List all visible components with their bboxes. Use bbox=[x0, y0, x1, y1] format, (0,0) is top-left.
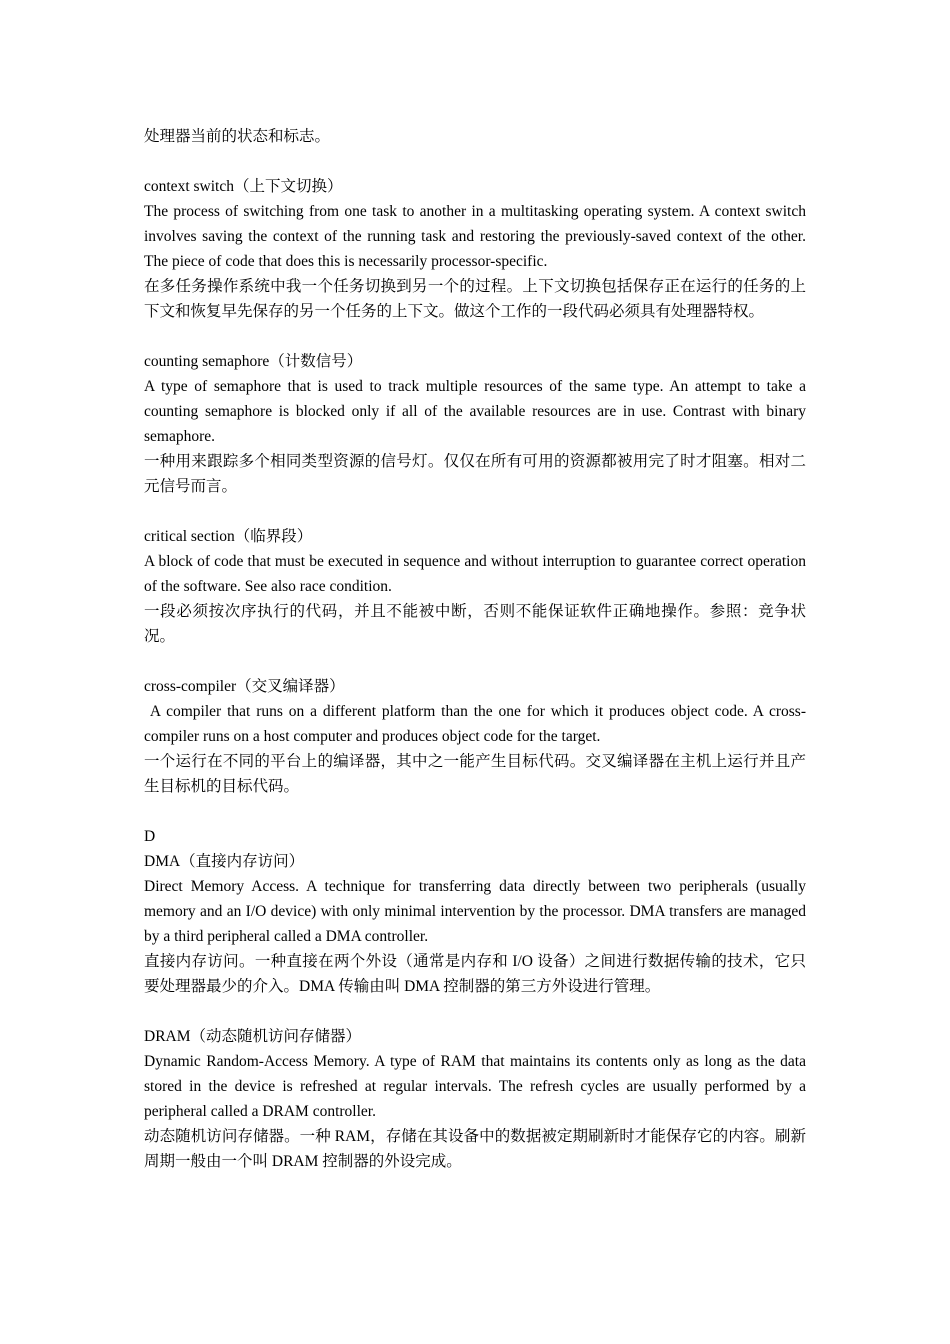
glossary-entry-cross-compiler bbox=[144, 674, 806, 799]
entry-term: counting semaphore（计数信号） bbox=[144, 353, 363, 370]
glossary-entry-dma bbox=[144, 849, 806, 999]
spacer bbox=[144, 324, 806, 349]
glossary-entry-context-switch bbox=[144, 174, 806, 324]
entry-chinese: 动态随机访问存储器。一种 RAM，存储在其设备中的数据被定期刷新时才能保存它的内容。刷新周期一般由一个叫 DRAM 控制器的外设完成。 bbox=[144, 1128, 806, 1170]
entry-term: cross-compiler（交叉编译器） bbox=[144, 678, 345, 695]
entry-chinese: 在多任务操作系统中我一个任务切换到另一个的过程。上下文切换包括保存正在运行的任务的上下文和恢复早先保存的另一个任务的上下文。做这个工作的一段代码必须具有处理器特权。 bbox=[144, 278, 806, 320]
glossary-entry-counting-semaphore bbox=[144, 349, 806, 499]
spacer bbox=[144, 999, 806, 1024]
entry-chinese: 一段必须按次序执行的代码，并且不能被中断，否则不能保证软件正确地操作。参照：竞争状况。 bbox=[144, 603, 806, 645]
entry-english: A type of semaphore that is used to track multiple resources of the same type. An attempt to take a counting semaphore is blocked only if all of the available resources are in use. Contrast with binary semaphore. bbox=[144, 378, 806, 445]
entry-term: DRAM（动态随机访问存储器） bbox=[144, 1028, 362, 1045]
entry-term: critical section（临界段） bbox=[144, 528, 313, 545]
entry-english: The process of switching from one task to another in a multitasking operating system. A context switch involves saving the context of the running task and restoring the previously-saved context of the other. The piece of code that does this is necessarily processor-specific. bbox=[144, 203, 806, 270]
entry-chinese: 直接内存访问。一种直接在两个外设（通常是内存和 I/O 设备）之间进行数据传输的技术，它只要处理器最少的介入。DMA 传输由叫 DMA 控制器的第三方外设进行管理。 bbox=[144, 953, 806, 995]
spacer bbox=[144, 799, 806, 824]
entry-english: A block of code that must be executed in sequence and without interruption to guarantee correct operation of the software. See also race condition. bbox=[144, 553, 806, 595]
spacer bbox=[144, 649, 806, 674]
document-page bbox=[144, 124, 806, 1174]
section-letter: D bbox=[144, 828, 156, 845]
spacer bbox=[144, 149, 806, 174]
entry-english: Direct Memory Access. A technique for transferring data directly between two peripherals (usually memory and an I/O device) with only minimal intervention by the processor. DMA transfers are managed by a third peripheral called a DMA controller. bbox=[144, 878, 806, 945]
glossary-entry-dram bbox=[144, 1024, 806, 1174]
entry-term: DMA（直接内存访问） bbox=[144, 853, 305, 870]
entry-chinese: 一个运行在不同的平台上的编译器，其中之一能产生目标代码。交叉编译器在主机上运行并且产生目标机的目标代码。 bbox=[144, 753, 806, 795]
spacer bbox=[144, 499, 806, 524]
intro-text: 处理器当前的状态和标志。 bbox=[144, 128, 331, 145]
entry-chinese: 一种用来跟踪多个相同类型资源的信号灯。仅仅在所有可用的资源都被用完了时才阻塞。相对二元信号而言。 bbox=[144, 453, 806, 495]
entry-term: context switch（上下文切换） bbox=[144, 178, 343, 195]
entry-english: A compiler that runs on a different platform than the one for which it produces object code. A cross-compiler runs on a host computer and produces object code for the target. bbox=[144, 703, 806, 745]
entry-english: Dynamic Random-Access Memory. A type of RAM that maintains its contents only as long as the data stored in the device is refreshed at regular intervals. The refresh cycles are usually performed by a peripheral called a DRAM controller. bbox=[144, 1053, 806, 1120]
glossary-entry-critical-section bbox=[144, 524, 806, 649]
